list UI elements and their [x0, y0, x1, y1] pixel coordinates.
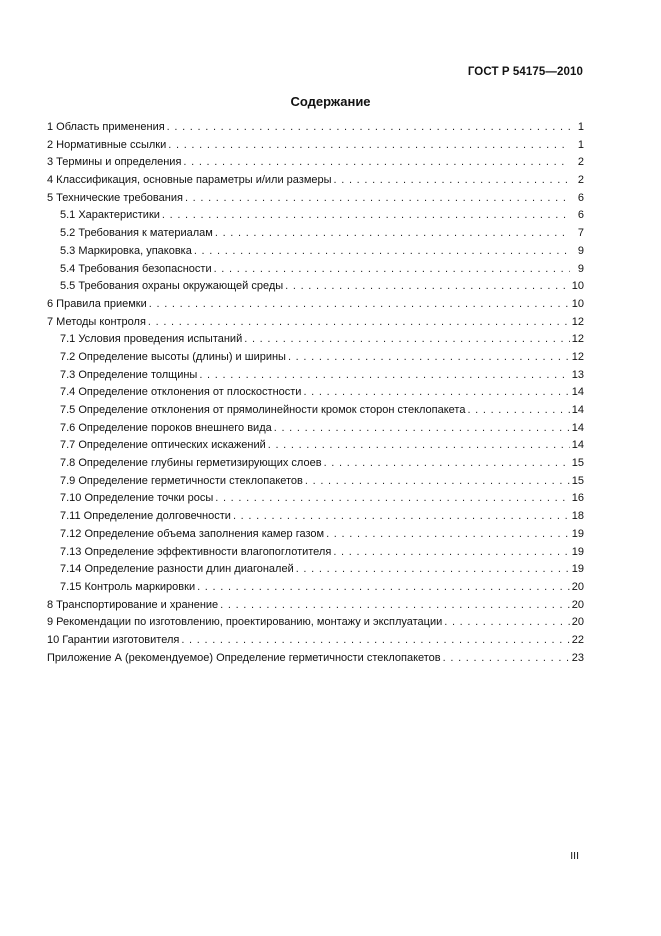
toc-entry-page: 20 — [571, 616, 584, 629]
toc-entry-label: Приложение А (рекомендуемое) Определение герметичности стеклопакетов — [47, 651, 441, 664]
document-code: ГОСТ Р 54175—2010 — [467, 66, 583, 78]
toc-dot-leader — [296, 561, 570, 579]
toc-entry[interactable] — [47, 154, 584, 172]
toc-dot-leader — [185, 190, 570, 208]
toc-entry[interactable] — [47, 172, 584, 190]
toc-entry[interactable] — [47, 367, 584, 385]
toc-entry-page: 18 — [571, 510, 584, 523]
toc-entry-label: 7.15 Контроль маркировки — [60, 580, 196, 593]
toc-dot-leader — [214, 261, 570, 279]
toc-entry-page: 10 — [571, 280, 584, 293]
toc-entry-label: 5.1 Характеристики — [60, 209, 160, 222]
toc-dot-leader — [334, 172, 570, 190]
toc-entry[interactable] — [47, 207, 584, 225]
toc-entry-page: 22 — [571, 633, 584, 646]
toc-entry[interactable] — [47, 243, 584, 261]
toc-entry[interactable] — [47, 437, 584, 455]
toc-entry-page: 6 — [577, 191, 584, 204]
toc-dot-leader — [233, 508, 570, 526]
toc-entry[interactable] — [47, 296, 584, 314]
toc-entry[interactable] — [47, 384, 584, 402]
toc-entry-label: 7.7 Определение оптических искажений — [60, 439, 266, 452]
toc-entry-label: 7.6 Определение пороков внешнего вида — [60, 421, 272, 434]
toc-entry-label: 7.1 Условия проведения испытаний — [60, 333, 243, 346]
toc-entry[interactable] — [47, 650, 584, 668]
toc-entry[interactable] — [47, 420, 584, 438]
toc-entry[interactable] — [47, 190, 584, 208]
toc-dot-leader — [148, 314, 570, 332]
page-number: III — [570, 850, 579, 862]
toc-entry-page: 23 — [571, 651, 584, 664]
toc-entry-page: 14 — [571, 404, 584, 416]
toc-entry-label: 9 Рекомендации по изготовлению, проектированию, монтажу и эксплуатации — [47, 616, 443, 629]
toc-entry[interactable] — [47, 119, 584, 137]
toc-entry[interactable] — [47, 614, 584, 632]
toc-dot-leader — [167, 119, 570, 137]
table-of-contents — [47, 119, 584, 667]
toc-entry[interactable] — [47, 278, 584, 296]
toc-entry[interactable] — [47, 632, 584, 650]
toc-dot-leader — [168, 137, 570, 155]
toc-dot-leader — [305, 473, 570, 491]
toc-entry-page: 19 — [571, 545, 584, 558]
toc-dot-leader — [467, 402, 569, 420]
toc-entry-label: 10 Гарантии изготовителя — [47, 633, 180, 646]
toc-entry-page: 14 — [571, 439, 584, 452]
toc-entry-label: 7.9 Определение герметичности стеклопакетов — [60, 474, 303, 487]
toc-entry-page: 20 — [571, 598, 584, 611]
toc-dot-leader — [244, 331, 570, 349]
toc-entry[interactable] — [47, 579, 584, 597]
toc-entry-label: 7.5 Определение отклонения от прямолинейности кромок сторон стеклопакета — [60, 404, 466, 416]
toc-entry-page: 20 — [571, 580, 584, 593]
toc-entry[interactable] — [47, 561, 584, 579]
toc-entry[interactable] — [47, 490, 584, 508]
toc-entry-page: 15 — [571, 457, 584, 470]
toc-entry-label: 7 Методы контроля — [47, 315, 146, 328]
toc-entry-label: 5.2 Требования к материалам — [60, 227, 213, 240]
toc-entry[interactable] — [47, 349, 584, 367]
toc-dot-leader — [215, 225, 570, 243]
toc-dot-leader — [181, 632, 569, 650]
toc-entry-label: 7.4 Определение отклонения от плоскостности — [60, 386, 302, 399]
toc-dot-leader — [443, 650, 570, 668]
toc-entry-label: 7.10 Определение точки росы — [60, 492, 214, 505]
toc-dot-leader — [274, 420, 570, 438]
toc-dot-leader — [268, 437, 570, 455]
toc-entry-label: 1 Область применения — [47, 121, 165, 133]
toc-entry-label: 4 Классификация, основные параметры и/или размеры — [47, 174, 332, 187]
toc-entry-page: 12 — [571, 350, 584, 363]
toc-entry-label: 6 Правила приемки — [47, 297, 147, 310]
toc-entry-label: 2 Нормативные ссылки — [47, 138, 167, 151]
toc-entry-page: 7 — [577, 227, 584, 240]
toc-entry-page: 12 — [571, 315, 584, 328]
toc-dot-leader — [333, 544, 569, 562]
toc-entry-page: 19 — [571, 563, 584, 576]
toc-entry-label: 7.3 Определение толщины — [60, 368, 198, 381]
toc-entry[interactable] — [47, 402, 584, 420]
toc-entry-page: 16 — [571, 492, 584, 505]
toc-entry-page: 2 — [577, 174, 584, 187]
toc-entry-page: 14 — [571, 386, 584, 399]
toc-entry-page: 1 — [577, 138, 584, 151]
toc-dot-leader — [194, 243, 570, 261]
toc-dot-leader — [149, 296, 570, 314]
toc-entry-page: 9 — [577, 244, 584, 257]
toc-entry-label: 7.14 Определение разности длин диагоналей — [60, 563, 294, 576]
toc-dot-leader — [303, 384, 569, 402]
toc-entry-page: 14 — [571, 421, 584, 434]
toc-entry-label: 3 Термины и определения — [47, 156, 182, 169]
toc-entry[interactable] — [47, 473, 584, 491]
toc-entry[interactable] — [47, 508, 584, 526]
toc-entry-page: 19 — [571, 527, 584, 540]
toc-entry-page: 1 — [577, 121, 584, 133]
toc-entry[interactable] — [47, 526, 584, 544]
toc-title: Содержание — [290, 94, 371, 109]
toc-entry[interactable] — [47, 225, 584, 243]
toc-entry-label: 8 Транспортирование и хранение — [47, 598, 219, 611]
toc-entry-page: 6 — [577, 209, 584, 222]
toc-entry-page: 10 — [571, 297, 584, 310]
toc-dot-leader — [199, 367, 569, 385]
toc-dot-leader — [220, 597, 570, 615]
toc-dot-leader — [285, 278, 570, 296]
toc-entry-label: 5.5 Требования охраны окружающей среды — [60, 280, 284, 293]
toc-entry-page: 2 — [577, 156, 584, 169]
toc-entry[interactable] — [47, 314, 584, 332]
toc-entry[interactable] — [47, 261, 584, 279]
toc-dot-leader — [162, 207, 570, 225]
toc-entry-label: 7.13 Определение эффективности влагопоглотителя — [60, 545, 332, 558]
toc-entry[interactable] — [47, 137, 584, 155]
toc-dot-leader — [215, 490, 570, 508]
toc-dot-leader — [183, 154, 570, 172]
toc-dot-leader — [326, 526, 570, 544]
toc-entry[interactable] — [47, 455, 584, 473]
toc-dot-leader — [288, 349, 570, 367]
toc-dot-leader — [324, 455, 570, 473]
toc-entry-page: 9 — [577, 262, 584, 275]
toc-dot-leader — [444, 614, 570, 632]
toc-entry-label: 7.12 Определение объема заполнения камер газом — [60, 527, 325, 540]
toc-entry-page: 15 — [571, 474, 584, 487]
toc-entry[interactable] — [47, 544, 584, 562]
toc-entry-page: 12 — [571, 333, 584, 346]
toc-entry-label: 5.4 Требования безопасности — [60, 262, 212, 275]
toc-entry-page: 13 — [571, 368, 584, 381]
toc-entry[interactable] — [47, 597, 584, 615]
toc-entry[interactable] — [47, 331, 584, 349]
toc-dot-leader — [197, 579, 570, 597]
toc-entry-label: 5 Технические требования — [47, 191, 183, 204]
toc-entry-label: 7.2 Определение высоты (длины) и ширины — [60, 350, 286, 363]
toc-entry-label: 7.11 Определение долговечности — [60, 510, 231, 523]
toc-entry-label: 5.3 Маркировка, упаковка — [60, 244, 192, 257]
toc-entry-label: 7.8 Определение глубины герметизирующих слоев — [60, 457, 322, 470]
